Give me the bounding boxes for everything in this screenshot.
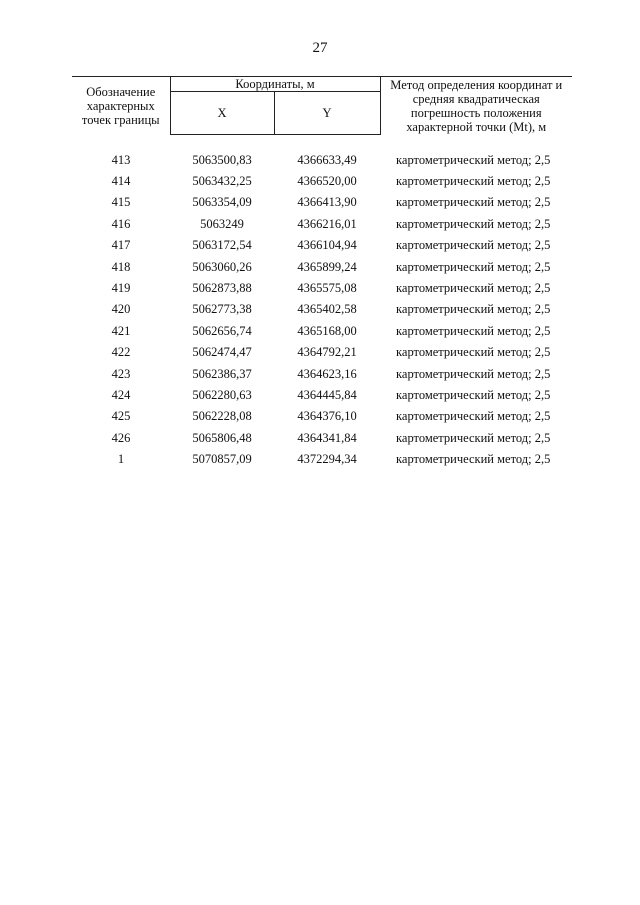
cell-method: картометрический метод; 2,5 <box>396 430 551 445</box>
cell-method: картометрический метод; 2,5 <box>396 387 551 402</box>
cell-point: 421 <box>111 323 131 338</box>
cell-y: 4366216,01 <box>297 216 357 231</box>
cell-x: 5063354,09 <box>192 195 252 210</box>
table-row <box>72 235 572 256</box>
cell-method: картометрический метод; 2,5 <box>396 238 551 253</box>
cell-point: 415 <box>111 195 131 210</box>
cell-point: 416 <box>111 216 131 231</box>
cell-point: 413 <box>111 152 131 167</box>
cell-x: 5062386,37 <box>192 366 252 381</box>
table-row <box>72 427 572 448</box>
table-row <box>72 277 572 298</box>
cell-x: 5070857,09 <box>192 452 252 467</box>
cell-y: 4364792,21 <box>297 345 357 360</box>
cell-x: 5062873,88 <box>192 281 252 296</box>
header-method: Метод определения координат и средняя квадратическая погрешность положения характерной точки (Mt), м <box>380 77 572 135</box>
table-row <box>72 192 572 213</box>
cell-point: 423 <box>111 366 131 381</box>
cell-point: 424 <box>111 387 131 402</box>
cell-method: картометрический метод; 2,5 <box>396 216 551 231</box>
cell-x: 5063249 <box>200 216 244 231</box>
cell-point: 419 <box>111 281 131 296</box>
cell-y: 4366520,00 <box>297 174 357 189</box>
cell-x: 5062474,47 <box>192 345 252 360</box>
header-point-label: Обозначение характерных точек границы <box>72 77 170 135</box>
table-row <box>72 213 572 234</box>
cell-y: 4365168,00 <box>297 323 357 338</box>
cell-x: 5065806,48 <box>192 430 252 445</box>
page-number: 27 <box>312 40 328 56</box>
cell-x: 5062280,63 <box>192 387 252 402</box>
table-row <box>72 149 572 170</box>
cell-y: 4365575,08 <box>297 281 357 296</box>
cell-method: картометрический метод; 2,5 <box>396 281 551 296</box>
cell-y: 4364341,84 <box>297 430 357 445</box>
cell-y: 4366633,49 <box>297 152 357 167</box>
table-row <box>72 170 572 191</box>
table-body <box>72 135 572 470</box>
cell-method: картометрический метод; 2,5 <box>396 152 551 167</box>
cell-method: картометрический метод; 2,5 <box>396 323 551 338</box>
table-row <box>72 299 572 320</box>
cell-x: 5063432,25 <box>192 174 252 189</box>
cell-y: 4372294,34 <box>297 452 357 467</box>
table-row <box>72 384 572 405</box>
cell-method: картометрический метод; 2,5 <box>396 195 551 210</box>
cell-y: 4364445,84 <box>297 387 357 402</box>
table-row <box>72 448 572 469</box>
cell-method: картометрический метод; 2,5 <box>396 259 551 274</box>
cell-y: 4365899,24 <box>297 259 357 274</box>
table-row <box>72 363 572 384</box>
cell-x: 5062656,74 <box>192 323 252 338</box>
cell-point: 422 <box>111 345 131 360</box>
table-header <box>72 77 572 135</box>
cell-x: 5063172,54 <box>192 238 252 253</box>
cell-x: 5062773,38 <box>192 302 252 317</box>
cell-point: 417 <box>111 238 131 253</box>
header-x: X <box>170 92 274 135</box>
cell-method: картометрический метод; 2,5 <box>396 345 551 360</box>
cell-point: 1 <box>117 452 125 467</box>
cell-method: картометрический метод; 2,5 <box>396 452 551 467</box>
table-row <box>72 406 572 427</box>
cell-point: 425 <box>111 409 131 424</box>
cell-point: 418 <box>111 259 131 274</box>
cell-method: картометрический метод; 2,5 <box>396 302 551 317</box>
cell-method: картометрический метод; 2,5 <box>396 366 551 381</box>
cell-y: 4366413,90 <box>297 195 357 210</box>
cell-y: 4366104,94 <box>297 238 357 253</box>
cell-method: картометрический метод; 2,5 <box>396 174 551 189</box>
cell-y: 4365402,58 <box>297 302 357 317</box>
table-row <box>72 256 572 277</box>
header-y: Y <box>274 92 380 135</box>
cell-y: 4364376,10 <box>297 409 357 424</box>
coordinates-table <box>72 76 572 470</box>
cell-x: 5063500,83 <box>192 152 252 167</box>
header-coordinates: Координаты, м <box>170 77 380 92</box>
cell-point: 420 <box>111 302 131 317</box>
table-row <box>72 342 572 363</box>
cell-y: 4364623,16 <box>297 366 357 381</box>
cell-x: 5062228,08 <box>192 409 252 424</box>
cell-point: 426 <box>111 430 131 445</box>
cell-method: картометрический метод; 2,5 <box>396 409 551 424</box>
cell-point: 414 <box>111 174 131 189</box>
table-row <box>72 320 572 341</box>
cell-x: 5063060,26 <box>192 259 252 274</box>
